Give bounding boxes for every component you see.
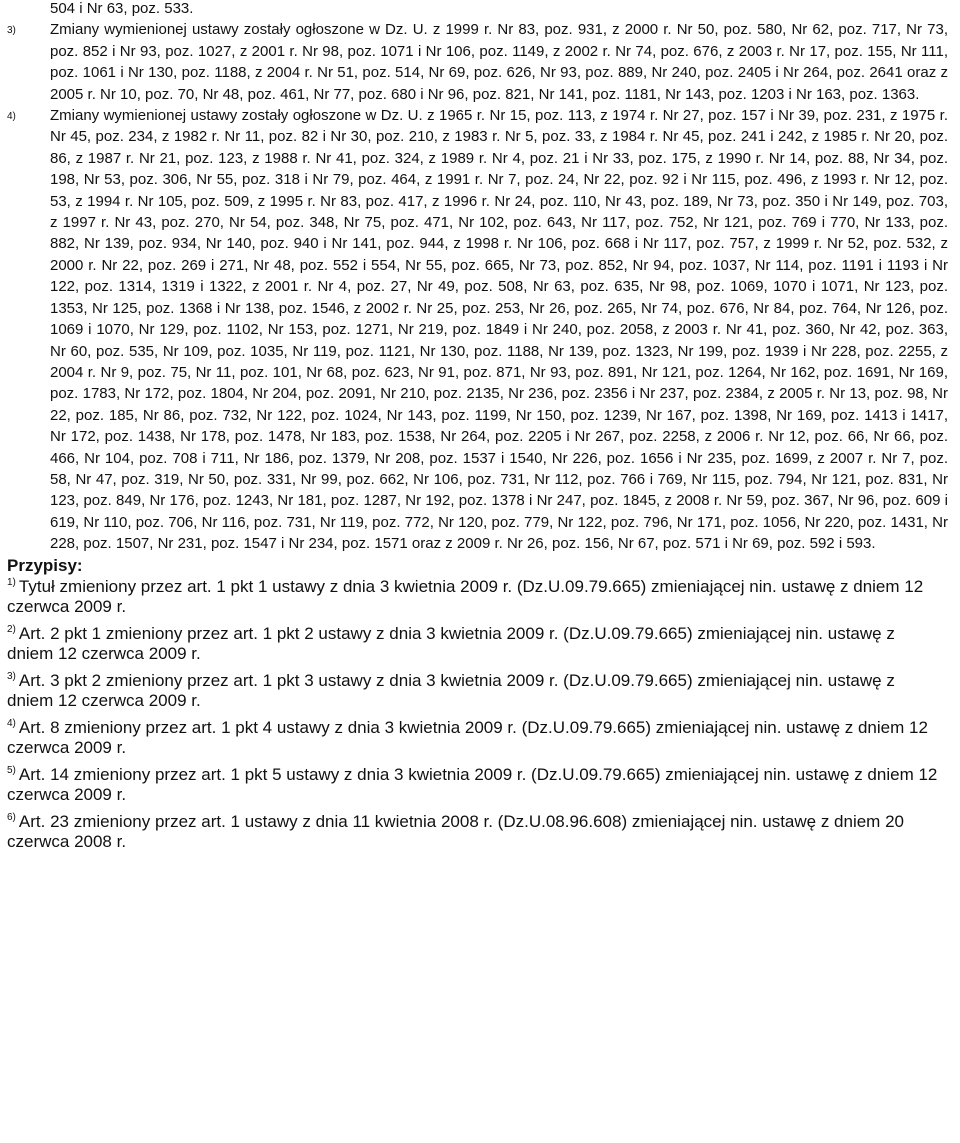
przypisy-heading: Przypisy:	[7, 555, 83, 575]
przypis-2	[7, 624, 944, 664]
przypis-6	[7, 812, 944, 852]
przypis-4-marker: 4)	[7, 717, 16, 729]
footnote-3-marker: 3)	[7, 25, 16, 37]
przypis-1	[7, 577, 944, 617]
footnote-4-marker: 4)	[7, 111, 16, 123]
przypis-5-marker: 5)	[7, 764, 16, 776]
przypis-5	[7, 765, 944, 805]
przypis-1-text: Tytuł zmieniony przez art. 1 pkt 1 ustawy z dnia 3 kwietnia 2009 r. (Dz.U.09.79.665) zmieniającej nin. ustawę z dniem 12 czerwca 2009 r.	[7, 576, 924, 616]
footnote-continuation	[50, 0, 948, 19]
przypis-3	[7, 671, 944, 711]
footnote-4-text: Zmiany wymienionej ustawy zostały ogłoszone w Dz. U. z 1965 r. Nr 15, poz. 113, z 1974 r. Nr 27, poz. 157 i Nr 39, poz. 231, z 1975 r. Nr 45, poz. 234, z 1982 r. Nr 11, poz. 82 i Nr 30, poz. 210, z 1983 r. Nr 5, poz. 33, z 1984 r. Nr 45, poz. 241 i 242, z 1985 r. Nr 20, poz. 86, z 1987 r. Nr 21, poz. 123, z 1988 r. Nr 41, poz. 324, z 1989 r. Nr 4, poz. 21 i Nr 33, poz. 175, z 1990 r. Nr 14, poz. 88, Nr 34, poz. 198, Nr 53, poz. 306, Nr 55, poz. 318 i Nr 79, poz. 464, z 1991 r. Nr 7, poz. 24, Nr 22, poz. 92 i Nr 115, poz. 496, z 1993 r. Nr 12, poz. 53, z 1994 r. Nr 105, poz. 509, z 1995 r. Nr 83, poz. 417, z 1996 r. Nr 24, poz. 110, Nr 43, poz. 189, Nr 73, poz. 350 i Nr 149, poz. 703, z 1997 r. Nr 43, poz. 270, Nr 54, poz. 348, Nr 75, poz. 471, Nr 102, poz. 643, Nr 117, poz. 752, Nr 121, poz. 769 i 770, Nr 133, poz. 882, Nr 139, poz. 934, Nr 140, poz. 940 i Nr 141, poz. 944, z 1998 r. Nr 106, poz. 668 i Nr 117, poz. 757, z 1999 r. Nr 52, poz. 532, z 2000 r. Nr 22, poz. 269 i 271, Nr 48, poz. 552 i 554, Nr 55, poz. 665, Nr 73, poz. 852, Nr 94, poz. 1037, Nr 114, poz. 1191 i 1193 i Nr 122, poz. 1314, 1319 i 1322, z 2001 r. Nr 4, poz. 27, Nr 49, poz. 508, Nr 63, poz. 635, Nr 98, poz. 1069, 1070 i 1071, Nr 123, poz. 1353, Nr 125, poz. 1368 i Nr 138, poz. 1546, z 2002 r. Nr 25, poz. 253, Nr 26, poz. 265, Nr 74, poz. 676, Nr 84, poz. 764, Nr 126, poz. 1069 i 1070, Nr 129, poz. 1102, Nr 153, poz. 1271, Nr 219, poz. 1849 i Nr 240, poz. 2058, z 2003 r. Nr 41, poz. 360, Nr 42, poz. 363, Nr 60, poz. 535, Nr 109, poz. 1035, Nr 119, poz. 1121, Nr 130, poz. 1188, Nr 139, poz. 1323, Nr 199, poz. 1939 i Nr 228, poz. 2255, z 2004 r. Nr 9, poz. 75, Nr 11, poz. 101, Nr 68, poz. 623, Nr 91, poz. 871, Nr 93, poz. 891, Nr 121, poz. 1264, Nr 162, poz. 1691, Nr 169, poz. 1783, Nr 172, poz. 1804, Nr 204, poz. 2091, Nr 210, poz. 2135, Nr 236, poz. 2356 i Nr 237, poz. 2384, z 2005 r. Nr 13, poz. 98, Nr 22, poz. 185, Nr 86, poz. 732, Nr 122, poz. 1024, Nr 143, poz. 1199, Nr 150, poz. 1239, Nr 167, poz. 1398, Nr 169, poz. 1413 i 1417, Nr 172, poz. 1438, Nr 178, poz. 1478, Nr 183, poz. 1538, Nr 264, poz. 2205 i Nr 267, poz. 2258, z 2006 r. Nr 12, poz. 66, Nr 66, poz. 466, Nr 104, poz. 708 i 711, Nr 186, poz. 1379, Nr 208, poz. 1537 i 1540, Nr 226, poz. 1656 i Nr 235, poz. 1699, z 2007 r. Nr 7, poz. 58, Nr 47, poz. 319, Nr 50, poz. 331, Nr 99, poz. 662, Nr 106, poz. 731, Nr 112, poz. 766 i 769, Nr 115, poz. 794, Nr 121, poz. 831, Nr 123, poz. 849, Nr 176, poz. 1243, Nr 181, poz. 1287, Nr 192, poz. 1378 i Nr 247, poz. 1845, z 2008 r. Nr 59, poz. 367, Nr 96, poz. 609 i 619, Nr 110, poz. 706, Nr 116, poz. 731, Nr 119, poz. 772, Nr 120, poz. 779, Nr 122, poz. 796, Nr 171, poz. 1056, Nr 220, poz. 1431, Nr 228, poz. 1507, Nr 231, poz. 1547 i Nr 234, poz. 1571 oraz z 2009 r. Nr 26, poz. 156, Nr 67, poz. 571 i Nr 69, poz. 592 i 593.	[50, 107, 948, 553]
przypis-5-text: Art. 14 zmieniony przez art. 1 pkt 5 ustawy z dnia 3 kwietnia 2009 r. (Dz.U.09.79.665) zmieniającej nin. ustawę z dniem 12 czerwca 2009 r.	[7, 764, 938, 804]
footnote-3	[7, 19, 948, 105]
footnote-3-text: Zmiany wymienionej ustawy zostały ogłoszone w Dz. U. z 1999 r. Nr 83, poz. 931, z 2000 r. Nr 50, poz. 580, Nr 62, poz. 717, Nr 73, poz. 852 i Nr 93, poz. 1027, z 2001 r. Nr 98, poz. 1071 i Nr 106, poz. 1149, z 2002 r. Nr 74, poz. 676, z 2003 r. Nr 17, poz. 155, Nr 111, poz. 1061 i Nr 130, poz. 1188, z 2004 r. Nr 51, poz. 514, Nr 69, poz. 626, Nr 93, poz. 889, Nr 240, poz. 2405 i Nr 264, poz. 2641 oraz z 2005 r. Nr 10, poz. 70, Nr 48, poz. 461, Nr 77, poz. 680 i Nr 96, poz. 821, Nr 141, poz. 1181, Nr 143, poz. 1203 i Nr 163, poz. 1363.	[50, 21, 948, 103]
przypis-1-marker: 1)	[7, 576, 16, 588]
przypis-6-text: Art. 23 zmieniony przez art. 1 ustawy z dnia 11 kwietnia 2008 r. (Dz.U.08.96.608) zmieniającej nin. ustawę z dniem 20 czerwca 2008 r.	[7, 811, 904, 851]
przypis-2-marker: 2)	[7, 623, 16, 635]
przypis-6-marker: 6)	[7, 811, 16, 823]
przypis-2-text: Art. 2 pkt 1 zmieniony przez art. 1 pkt 2 ustawy z dnia 3 kwietnia 2009 r. (Dz.U.09.79.665) zmieniającej nin. ustawę z dniem 12 czerwca 2009 r.	[7, 623, 895, 663]
przypis-3-text: Art. 3 pkt 2 zmieniony przez art. 1 pkt 3 ustawy z dnia 3 kwietnia 2009 r. (Dz.U.09.79.665) zmieniającej nin. ustawę z dniem 12 czerwca 2009 r.	[7, 670, 895, 710]
przypis-4-text: Art. 8 zmieniony przez art. 1 pkt 4 ustawy z dnia 3 kwietnia 2009 r. (Dz.U.09.79.665) zmieniającej nin. ustawę z dniem 12 czerwca 2009 r.	[7, 717, 928, 757]
footnote-continuation-text: 504 i Nr 63, poz. 533.	[50, 0, 194, 17]
przypis-4	[7, 718, 944, 758]
przypis-3-marker: 3)	[7, 670, 16, 682]
footnote-4	[7, 105, 948, 555]
